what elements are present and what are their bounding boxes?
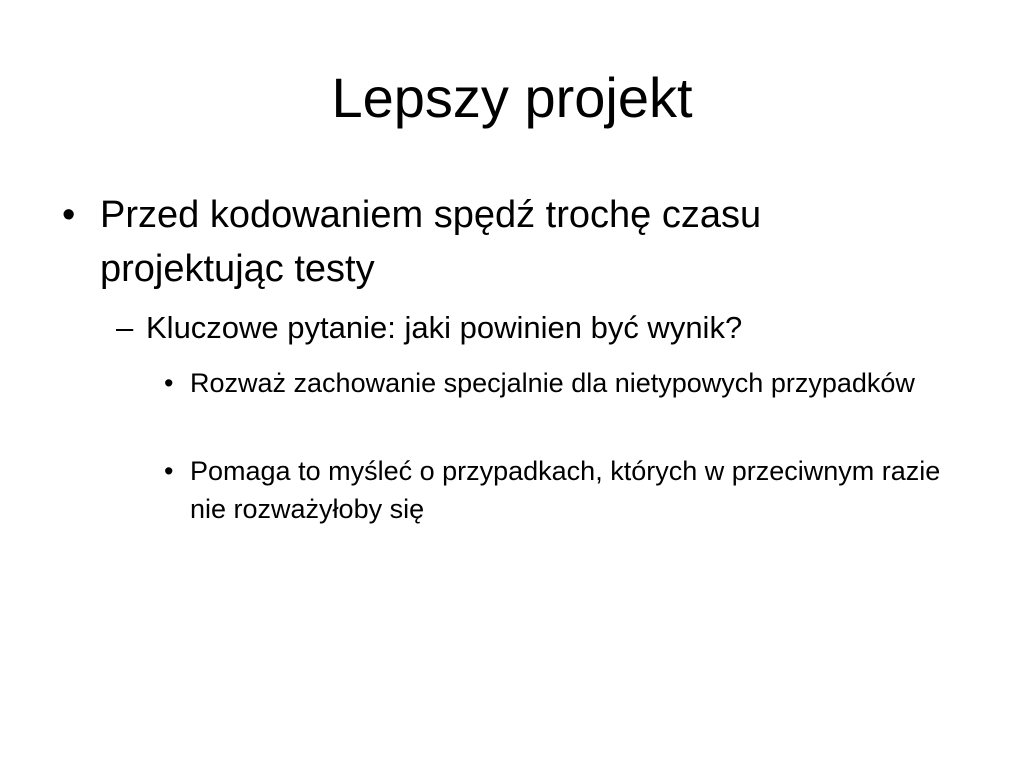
bullet-text: Kluczowe pytanie: jaki powinien być wynik?	[146, 310, 743, 345]
bullet-text: Pomaga to myśleć o przypadkach, których w przeciwnym razie nie rozważyłoby się	[190, 456, 941, 524]
bullet-marker: •	[62, 194, 76, 236]
dash-marker: –	[116, 310, 134, 345]
bullet-text: Przed kodowaniem spędź trochę czasu projektując testy	[100, 194, 762, 290]
bullet-marker: •	[164, 456, 174, 486]
bullet-marker: •	[164, 368, 174, 398]
bullet-text: Rozważ zachowanie specjalnie dla nietypowych przypadków	[190, 368, 915, 398]
slide-title: Lepszy projekt	[331, 66, 693, 129]
